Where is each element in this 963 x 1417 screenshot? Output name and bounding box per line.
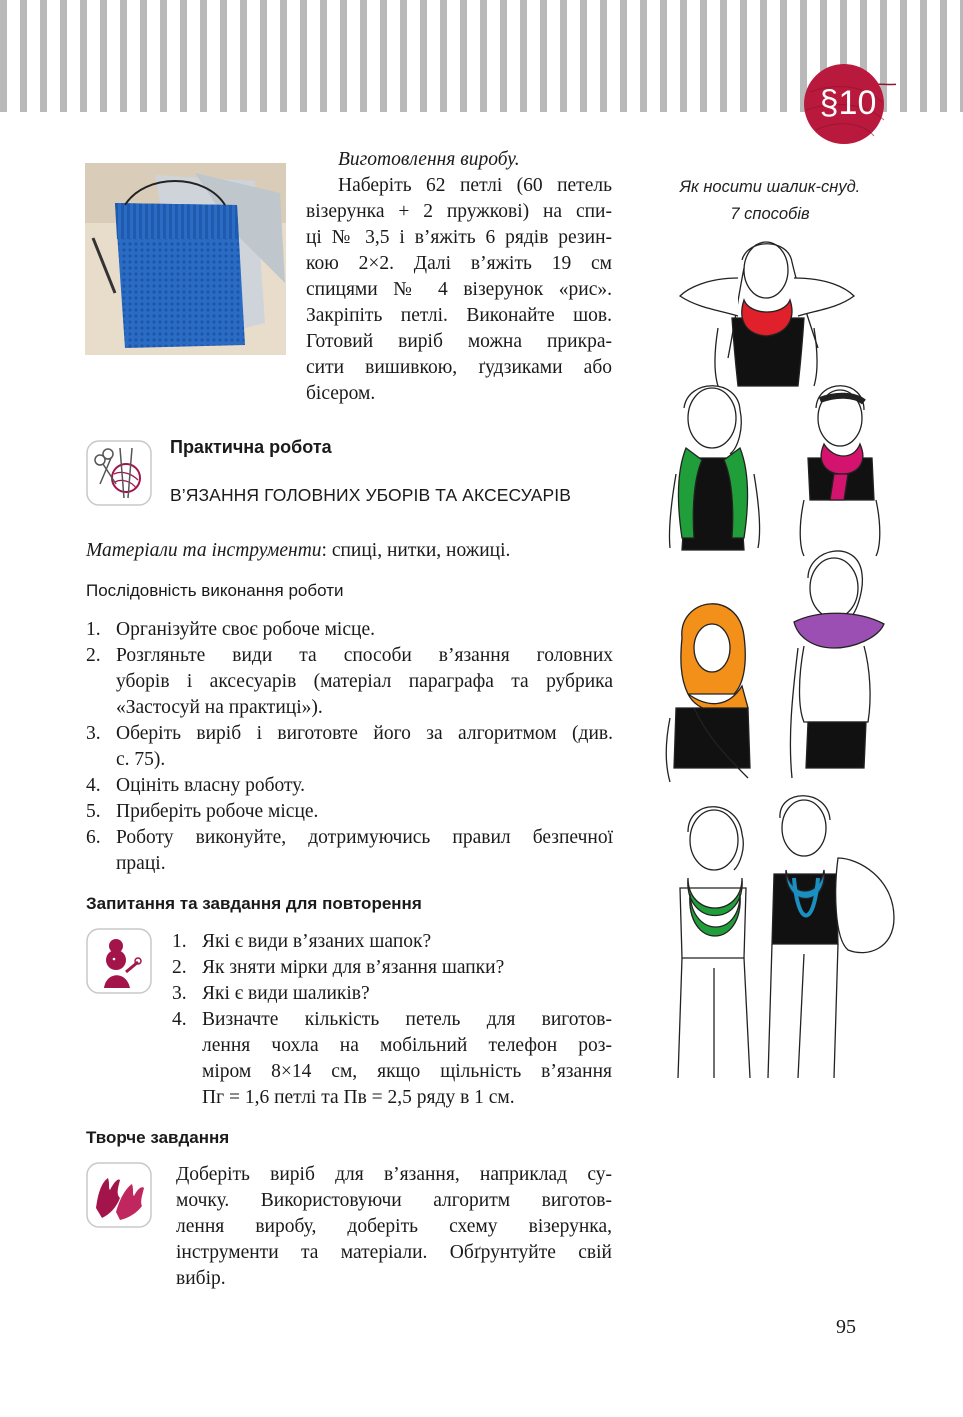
list-item <box>172 1007 612 1111</box>
product-making-text: Виготовлення виробу. Наберіть 62 петлі (60 петель візерунка + 2 пружкові) на спи- ці № 3,5 і в’яжіть 6 рядів резин- кою 2×2. Далі в’яжіть 19 см спицями № 4 візерунок «рис». Закріпіть петлі. Виконайте шов. Готовий виріб можна прикра- сити вишивкою, ґудзиками або бісером. <box>306 147 612 407</box>
section-number: §10 <box>819 84 877 122</box>
product-making-line: візерунка + 2 пружкові) на спи- <box>306 201 612 222</box>
creative-text <box>176 1162 612 1292</box>
list-item-number: 6. <box>86 827 101 848</box>
creative-line: вибір. <box>176 1268 226 1289</box>
creative-line: лення виробу, доберіть схему візерунка, <box>176 1216 612 1237</box>
list-item-number: 4. <box>86 775 101 796</box>
list-item-line: Оберіть виріб і виготовте його за алгоритмом (див. <box>116 723 613 744</box>
product-making-title: Виготовлення виробу <box>338 149 515 170</box>
list-item <box>172 929 612 955</box>
figure-orange-headscarf <box>666 604 750 782</box>
hands-icon <box>86 1162 152 1228</box>
list-item-line: с. 75). <box>116 749 166 770</box>
list-item <box>86 799 613 825</box>
page-number: 95 <box>836 1316 856 1338</box>
list-item-line: «Застосуй на практиці»). <box>116 697 323 718</box>
creative-line: інструменти та матеріали. Обґрунтуйте свій <box>176 1242 612 1263</box>
list-item-line: Приберіть робоче місце. <box>116 801 319 822</box>
creative-line: мочку. Використовуючи алгоритм виготов- <box>176 1190 612 1211</box>
list-item-number: 5. <box>86 801 101 822</box>
list-item <box>86 617 613 643</box>
figure-blue-layers <box>768 796 894 1078</box>
list-item-line: лення чохла на мобільний телефон роз- <box>202 1035 612 1056</box>
list-item <box>86 825 613 877</box>
list-item-number: 4. <box>172 1009 187 1030</box>
list-item <box>172 981 612 1007</box>
questions-heading: Запитання та завдання для повторення <box>86 894 422 913</box>
figure-green-layers <box>678 807 750 1078</box>
list-item <box>86 643 613 721</box>
list-item-line: Оцініть власну роботу. <box>116 775 305 796</box>
knitted-case-photo <box>85 163 286 355</box>
list-item-line: Які є види в’язаних шапок? <box>202 931 432 952</box>
product-making-line: сити вишивкою, ґудзиками або <box>306 357 612 378</box>
questions-list <box>172 929 612 1111</box>
list-item-line: Розгляньте види та способи в’язання головних <box>116 645 613 666</box>
product-making-line: бісером. <box>306 383 376 404</box>
sequence-list <box>86 617 613 877</box>
scarf-styles-illustration <box>658 238 918 1088</box>
product-making-line: Наберіть 62 петлі (60 петель <box>338 175 612 196</box>
materials-label: Матеріали та інструменти <box>86 540 322 561</box>
figure-purple-wrap <box>790 551 884 778</box>
practical-work-label: Практична робота <box>170 437 332 457</box>
practical-work-title: В’ЯЗАННЯ ГОЛОВНИХ УБОРІВ ТА АКСЕСУАРІВ <box>170 485 572 505</box>
list-item-number: 1. <box>172 931 187 952</box>
list-item-line: Пг = 1,6 петлі та Пв = 2,5 ряду в 1 см. <box>202 1087 515 1108</box>
list-item-line: Визначте кількість петель для виготов- <box>202 1009 612 1030</box>
product-making-line: ці № 3,5 і в’яжіть 6 рядів резин- <box>306 227 612 248</box>
materials-text: : спиці, нитки, ножиці. <box>321 540 511 561</box>
product-making-line: Закріпіть петлі. Виконайте шов. <box>306 305 612 326</box>
list-item-line: уборів і аксесуарів (матеріал параграфа та рубрика <box>116 671 613 692</box>
list-item-line: Роботу виконуйте, дотримуючись правил безпечної <box>116 827 613 848</box>
list-item-number: 3. <box>172 983 187 1004</box>
product-making-line: спицями № 4 візерунок «рис». <box>306 279 612 300</box>
sequence-heading: Послідовність виконання роботи <box>86 581 344 600</box>
list-item-line: Організуйте своє робоче місце. <box>116 619 375 640</box>
figure-magenta-scarf <box>800 386 880 556</box>
list-item <box>86 721 613 773</box>
list-item-number: 2. <box>86 645 101 666</box>
creative-heading: Творче завдання <box>86 1128 230 1147</box>
figure-green-scarf <box>669 386 759 550</box>
materials-line <box>86 538 626 564</box>
caption-line-1: Як носити шалик-снуд. <box>679 178 861 196</box>
list-item-line: міром 8×14 см, якщо щільність в’язання <box>202 1061 612 1082</box>
caption-line-2: 7 способів <box>730 205 810 223</box>
list-item-number: 1. <box>86 619 101 640</box>
product-making-line: кою 2×2. Далі в’яжіть 19 см <box>306 253 612 274</box>
creative-line: Доберіть виріб для в’язання, наприклад су- <box>176 1164 612 1185</box>
sidebar-caption <box>650 174 890 228</box>
figure-red-snood <box>680 242 854 386</box>
thinking-girl-icon <box>86 928 152 994</box>
list-item <box>86 773 613 799</box>
list-item-line: Які є види шаликів? <box>202 983 370 1004</box>
list-item <box>172 955 612 981</box>
scissors-yarn-icon <box>86 440 152 506</box>
list-item-line: Як зняти мірки для в’язання шапки? <box>202 957 505 978</box>
product-making-line: Готовий виріб можна прикра- <box>306 331 612 352</box>
list-item-line: праці. <box>116 853 166 874</box>
list-item-number: 3. <box>86 723 101 744</box>
list-item-number: 2. <box>172 957 187 978</box>
